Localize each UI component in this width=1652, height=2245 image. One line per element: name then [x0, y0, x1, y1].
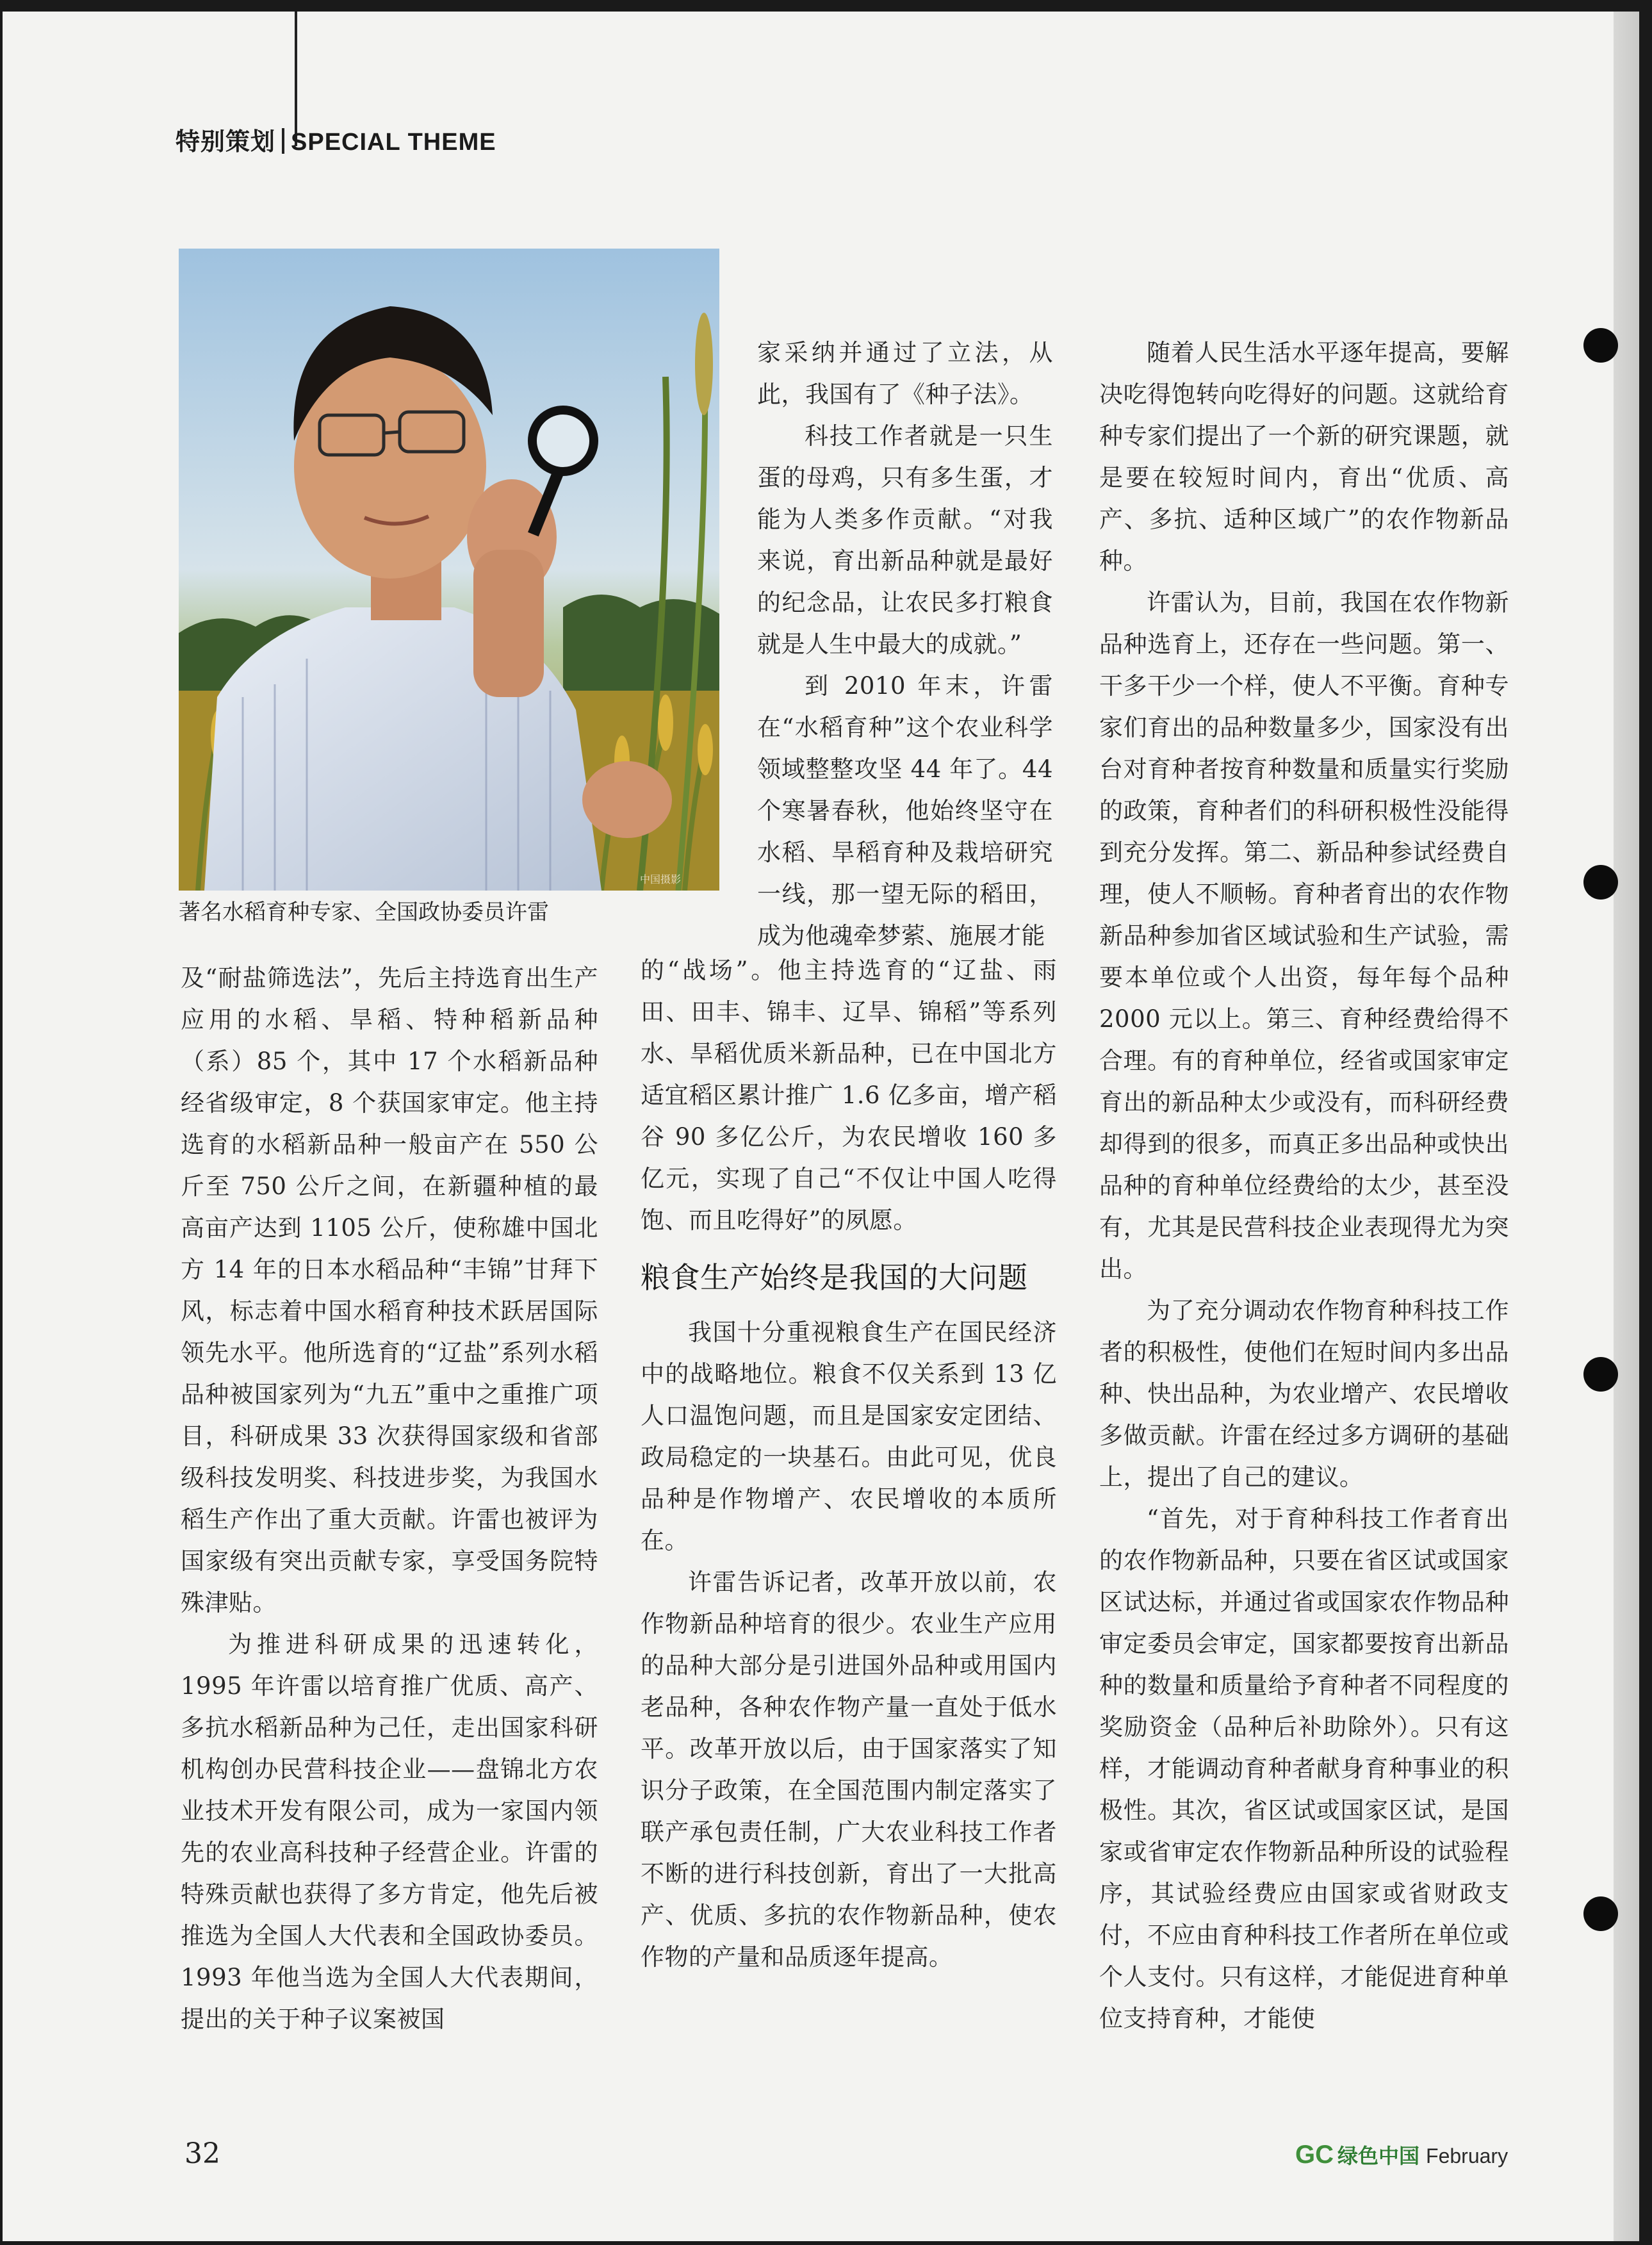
binder-hole	[1583, 1896, 1618, 1931]
header-separator	[282, 128, 284, 154]
binder-hole	[1583, 1357, 1618, 1392]
column-2-upper	[757, 332, 1053, 957]
binder-hole	[1583, 328, 1618, 363]
section-header-en: SPECIAL THEME	[291, 129, 496, 156]
section-header-cn: 特别策划	[176, 129, 276, 156]
column-3	[1099, 332, 1509, 2039]
scientist-photo	[179, 249, 719, 891]
paragraph: 为推进科研成果的迅速转化，1995 年许雷以培育推广优质、高产、多抗水稻新品种为己任，走出国家科研机构创办民营科技企业——盘锦北方农业技术开发有限公司，成为一家国内领先的农业高科技种子经营企业。许雷的特殊贡献也获得了多方肯定，他先后被推选为全国人大代表和全国政协委员。1993 年他当选为全国人大代表期间，提出的关于种子议案被国	[181, 1631, 598, 2033]
paragraph: 许雷认为，目前，我国在农作物新品种选育上，还存在一些问题。第一、干多干少一个样，使人不平衡。育种专家们育出的品种数量多少，国家没有出台对育种者按育种数量和质量实行奖励的政策，育种者们的科研积极性没能得到充分发挥。第二、新品种参试经费自理，使人不顺畅。育种者育出的农作物新品种参加省区域试验和生产试验，需要本单位或个人出资，每年每个品种 2000 元以上。第三、育种经费给得不合理。有的育种单位，经省或国家审定育出的新品种太少或没有，而科研经费却得到的很多，而真正多出品种或快出品种的育种单位经费给的太少，甚至没有，尤其是民营科技企业表现得尤为突出。	[1099, 589, 1509, 1283]
paragraph: 随着人民生活水平逐年提高，要解决吃得饱转向吃得好的问题。这就给育种专家们提出了一个新的研究课题，就是要在较短时间内，育出“优质、高产、多抗、适种区域广”的农作物新品种。	[1099, 339, 1509, 575]
binder-hole	[1583, 865, 1618, 900]
column-1	[181, 957, 598, 2040]
paragraph: 的“战场”。他主持选育的“辽盐、雨田、田丰、锦丰、辽旱、锦稻”等系列水、旱稻优质米新品种，已在中国北方适宜稻区累计推广 1.6 亿多亩，增产稻谷 90 多亿公斤，为农民增收 160 多亿元，实现了自己“不仅让中国人吃得饱、而且吃得好”的夙愿。	[641, 957, 1057, 1234]
column-2-lower	[641, 950, 1057, 1978]
section-heading: 粮食生产始终是我国的大问题	[641, 1260, 1028, 1295]
scientist-photo-illustration	[179, 249, 719, 891]
issue-month: February	[1426, 2144, 1509, 2167]
svg-text:中国摄影: 中国摄影	[640, 873, 682, 885]
photo-caption: 著名水稻育种专家、全国政协委员许雷	[179, 900, 549, 925]
paragraph: 到 2010 年末，许雷在“水稻育种”这个农业科学领域整整攻坚 44 年了。44 个寒暑春秋，他始终坚守在水稻、旱稻育种及栽培研究一线，那一望无际的稻田，成为他魂牵梦萦、施展才能	[757, 672, 1053, 950]
magazine-logo-icon: GC	[1295, 2141, 1334, 2169]
paragraph: 我国十分重视粮食生产在国民经济中的战略地位。粮食不仅关系到 13 亿人口温饱问题，而且是国家安定团结、政局稳定的一块基石。由此可见，优良品种是作物增产、农民增收的本质所在。	[641, 1319, 1057, 1554]
magazine-name: 绿色中国	[1337, 2144, 1420, 2167]
page-number: 32	[184, 2137, 220, 2170]
paragraph: 许雷告诉记者，改革开放以前，农作物新品种培育的很少。农业生产应用的品种大部分是引进国外品种或用国内老品种，各种农作物产量一直处于低水平。改革开放以后，由于国家落实了知识分子政策，在全国范围内制定落实了联产承包责任制，广大农业科技工作者不断的进行科技创新，育出了一大批高产、优质、多抗的农作物新品种，使农作物的产量和品质逐年提高。	[641, 1568, 1057, 1971]
paragraph: 及“耐盐筛选法”，先后主持选育出生产应用的水稻、旱稻、特种稻新品种（系）85 个，其中 17 个水稻新品种经省级审定，8 个获国家审定。他主持选育的水稻新品种一般亩产在 550 公斤至 750 公斤之间，在新疆种植的最高亩产达到 1105 公斤，使称雄中国北方 14 年的日本水稻品种“丰锦”甘拜下风，标志着中国水稻育种技术跃居国际领先水平。他所选育的“辽盐”系列水稻品种被国家列为“九五”重中之重推广项目，科研成果 33 次获得国家级和省部级科技发明奖、科技进步奖，为我国水稻生产作出了重大贡献。许雷也被评为国家级有突出贡献专家，享受国务院特殊津贴。	[181, 964, 598, 1616]
paragraph: “首先，对于育种科技工作者育出的农作物新品种，只要在省区试或国家区试达标，并通过省或国家农作物品种审定委员会审定，国家都要按育出新品种的数量和质量给予育种者不同程度的奖励资金（品种后补助除外）。只有这样，才能调动育种者献身育种事业的积极性。其次，省区试或国家区试，是国家或省审定农作物新品种所设的试验程序，其试验经费应由国家或省财政支付，不应由育种科技工作者所在单位或个人支付。只有这样，才能促进育种单位支持育种，才能使	[1099, 1505, 1509, 2032]
paragraph: 为了充分调动农作物育种科技工作者的积极性，使他们在短时间内多出品种、快出品种，为农业增产、农民增收多做贡献。许雷在经过多方调研的基础上，提出了自己的建议。	[1099, 1297, 1509, 1491]
magazine-brand	[1295, 2140, 1508, 2169]
magazine-page	[3, 12, 1639, 2241]
paragraph: 科技工作者就是一只生蛋的母鸡，只有多生蛋，才能为人类多作贡献。“对我来说，育出新品种就是最好的纪念品，让农民多打粮食就是人生中最大的成就。”	[757, 422, 1053, 658]
paragraph: 家采纳并通过了立法，从此，我国有了《种子法》。	[757, 339, 1053, 408]
section-header	[176, 122, 496, 158]
